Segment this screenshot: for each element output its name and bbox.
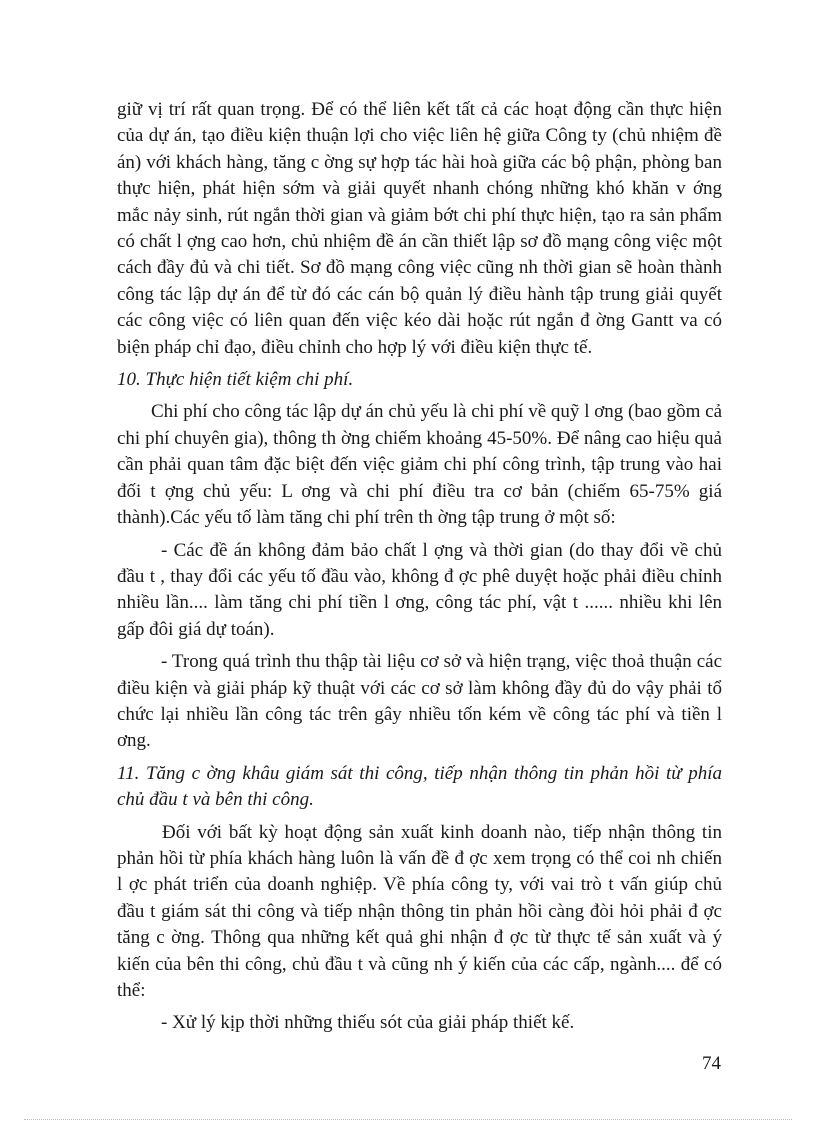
bullet-paragraph-1: - Các đề án không đảm bảo chất l ợng và thời gian (do thay đổi về chủ đầu t , thay đổi các yếu tố đầu vào, không đ ợc phê duyệt hoặc phải điều chỉnh nhiều lần.... làm tăng chi phí tiền l ơng, công tác phí, vật t ...... nhiều khi lên gấp đôi giá dự toán).: [117, 539, 722, 640]
body-paragraph-1: giữ vị trí rất quan trọng. Để có thể liên kết tất cả các hoạt động cần thực hiện của dự án, tạo điều kiện thuận lợi cho việc liên hệ giữa Công ty (chủ nhiệm đề án) với khách hàng, tăng c ờng sự hợp tác hài hoà giữa các bộ phận, phòng ban thực hiện, phát hiện sớm và giải quyết nhanh chóng những khó khăn v ớng mắc nảy sinh, rút ngắn thời gian và giảm bớt chi phí thực hiện, tạo ra sản phẩm có chất l ợng cao hơn, chủ nhiệm đề án cần thiết lập sơ đồ mạng công việc một cách đầy đủ và chi tiết. Sơ đồ mạng công việc cũng nh thời gian sẽ hoàn thành công tác lập dự án để từ đó các cán bộ quản lý điều hành tập trung giải quyết các công việc có liên quan đến việc kéo dài hoặc rút ngắn đ ờng Gantt va có biện pháp chỉ đạo, điều chỉnh cho hợp lý với điều kiện thực tế.: [117, 99, 722, 358]
bullet-paragraph-2: - Trong quá trình thu thập tài liệu cơ sở và hiện trạng, việc thoả thuận các điều kiện và giải pháp kỹ thuật với các cơ sở làm không đầy đủ do vậy phải tổ chức lại nhiều lần công tác trên gây nhiều tốn kém về công tác phí và tiền l ơng.: [117, 651, 722, 752]
page-number: 74: [702, 1053, 721, 1074]
section-heading-10: 10. Thực hiện tiết kiệm chi phí.: [117, 369, 354, 391]
page-bottom-divider: [24, 1119, 792, 1120]
section-heading-11: 11. Tăng c ờng khâu giám sát thi công, tiếp nhận thông tin phản hồi từ phía chủ đầu t và bên thi công.: [117, 762, 722, 811]
body-paragraph-3: Đối với bất kỳ hoạt động sản xuất kinh doanh nào, tiếp nhận thông tin phản hồi từ phía khách hàng luôn là vấn đề đ ợc xem trọng có thể coi nh chiến l ợc phát triển của doanh nghiệp. Về phía công ty, với vai trò t vấn giúp chủ đầu t giám sát thi công và tiếp nhận thông tin phản hồi càng đòi hỏi phải đ ợc tăng c ờng. Thông qua những kết quả ghi nhận đ ợc từ thực tế sản xuất và ý kiến của bên thi công, chủ đầu t và cũng nh ý kiến của các cấp, ngành.... để có thể:: [117, 821, 722, 1001]
body-paragraph-2: Chi phí cho công tác lập dự án chủ yếu là chi phí về quỹ l ơng (bao gồm cả chi phí chuyên gia), thông th ờng chiếm khoảng 45-50%. Để nâng cao hiệu quả cần phải quan tâm đặc biệt đến việc giảm chi phí công trình, tập trung vào hai đối t ợng chủ yếu: L ơng và chi phí điều tra cơ bản (chiếm 65-75% giá thành).Các yếu tố làm tăng chi phí trên th ờng tập trung ở một số:: [117, 401, 722, 529]
page-body: [117, 97, 722, 1037]
bullet-paragraph-3: - Xử lý kịp thời những thiếu sót của giải pháp thiết kế.: [161, 1012, 575, 1034]
